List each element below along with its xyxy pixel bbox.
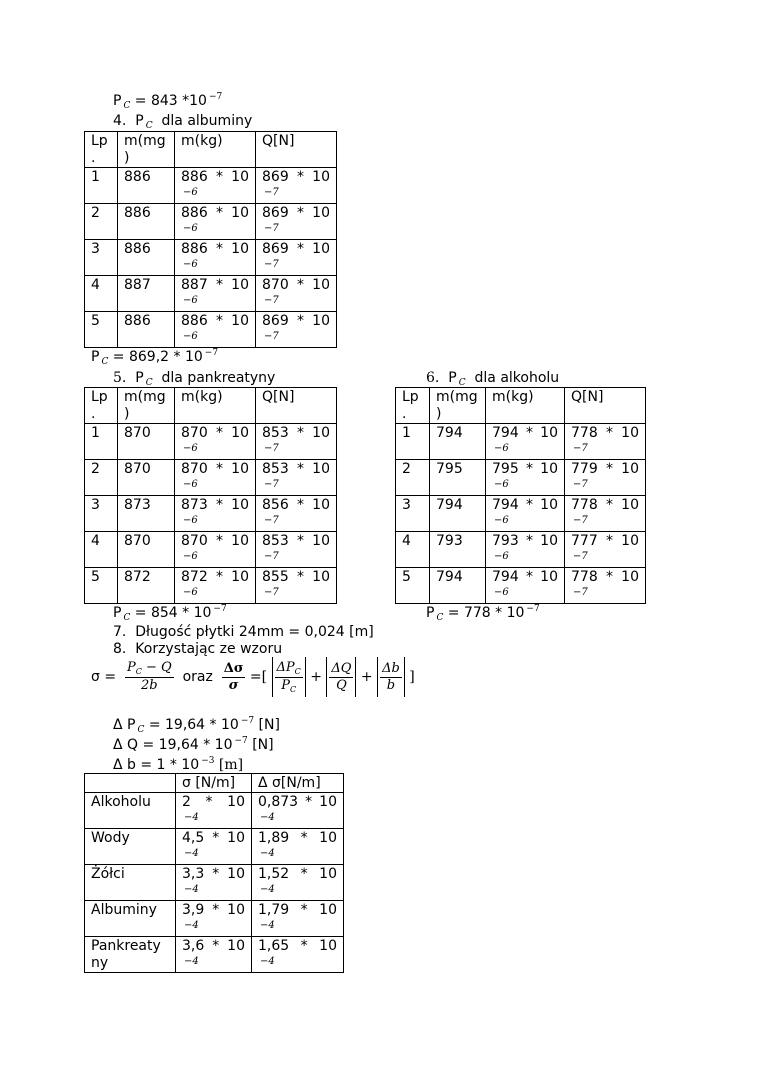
results-table: [84, 773, 344, 973]
section-albumin-heading: 4. P $_C$ dla albuminy: [113, 113, 253, 131]
cell-kg: 886 * 10 −6: [175, 168, 256, 204]
results-header-row: [85, 774, 344, 793]
cell-substance: Albuminy: [85, 901, 176, 937]
table-row: [85, 460, 337, 496]
cell-substance: Żółci: [85, 865, 176, 901]
alcohol-table-body: [396, 388, 646, 604]
cell-substance: Wody: [85, 829, 176, 865]
table-row: [85, 240, 337, 276]
cell-q: 778 * 10 −7: [565, 496, 646, 532]
cell-sigma: 4,5 * 10 −4: [176, 829, 252, 865]
cell-sigma: 3,6 * 10 −4: [176, 937, 252, 973]
cell-mg: 794: [430, 424, 486, 460]
table-row: [85, 532, 337, 568]
cell-lp: 3: [85, 240, 118, 276]
pancreatin-result: P $_C$ = 854 * 10 $^{-7}$: [113, 604, 227, 623]
cell-lp: 3: [396, 496, 430, 532]
col-kg: m(kg): [175, 132, 256, 168]
cell-lp: 4: [85, 532, 118, 568]
col-kg: m(kg): [175, 388, 256, 424]
col-lp: Lp .: [85, 132, 118, 168]
cell-kg: 870 * 10 −6: [175, 460, 256, 496]
cell-mg: 886: [118, 240, 175, 276]
delta-line: Δ Q = 19,64 * 10 $^{-7}$ [N]: [113, 736, 274, 753]
alcohol-table: [395, 387, 646, 604]
cell-kg: 794 * 10 −6: [486, 496, 565, 532]
cell-dsigma: 1,65 * 10 −4: [252, 937, 344, 973]
col-lp: Lp .: [85, 388, 118, 424]
cell-q: 869 * 10 −7: [256, 312, 337, 348]
results-row: [85, 829, 344, 865]
cell-kg: 887 * 10 −6: [175, 276, 256, 312]
cell-lp: 5: [85, 312, 118, 348]
cell-kg: 886 * 10 −6: [175, 204, 256, 240]
table-row: [85, 568, 337, 604]
formula: σ = $\frac{P_C - Q}{2b}$ oraz $\frac{\Delta\sigma}{\sigma}$ =[ $\frac{\Delta P_C}{P_C}$ + $\frac{\Delta Q}{Q}$ + $\frac{\Delta b}{b}$ ]: [91, 657, 415, 699]
cell-q: 869 * 10 −7: [256, 204, 337, 240]
item-7: 7. Długość płytki 24mm = 0,024 [m]: [113, 624, 374, 640]
table-row: [85, 312, 337, 348]
cell-kg: 872 * 10 −6: [175, 568, 256, 604]
table-row: [396, 532, 646, 568]
table-row: [85, 424, 337, 460]
table-row: [85, 204, 337, 240]
results-row: [85, 901, 344, 937]
col-dsigma: Δ σ[N/m]: [252, 774, 344, 793]
cell-q: 853 * 10 −7: [256, 532, 337, 568]
cell-sigma: 3,3 * 10 −4: [176, 865, 252, 901]
alcohol-result: P $_C$ = 778 * 10 $^{-7}$: [426, 604, 540, 623]
cell-mg: 870: [118, 460, 175, 496]
pancreatin-table: [84, 387, 337, 604]
cell-mg: 887: [118, 276, 175, 312]
cell-dsigma: 1,79 * 10 −4: [252, 901, 344, 937]
delta-line: Δ P $_C$ = 19,64 * 10 $^{-7}$ [N]: [113, 716, 280, 735]
table-row: [85, 496, 337, 532]
cell-mg: 872: [118, 568, 175, 604]
cell-sigma: 3,9 * 10 −4: [176, 901, 252, 937]
cell-lp: 1: [85, 168, 118, 204]
col-mg: m(mg ): [118, 132, 175, 168]
cell-mg: 886: [118, 168, 175, 204]
cell-kg: 886 * 10 −6: [175, 240, 256, 276]
cell-dsigma: 1,52 * 10 −4: [252, 865, 344, 901]
cell-mg: 886: [118, 204, 175, 240]
col-lp: Lp .: [396, 388, 430, 424]
cell-q: 778 * 10 −7: [565, 424, 646, 460]
cell-mg: 793: [430, 532, 486, 568]
results-row: [85, 937, 344, 973]
cell-q: 869 * 10 −7: [256, 240, 337, 276]
cell-lp: 4: [396, 532, 430, 568]
section-pancreatin-heading: 5. P $_C$ dla pankreatyny: [113, 370, 276, 388]
table-header-row: [85, 388, 337, 424]
col-mg: m(mg ): [118, 388, 175, 424]
sigma-fraction: $\frac{P_C - Q}{2b}$: [126, 660, 172, 693]
dsigma-fraction: $\frac{\Delta\sigma}{\sigma}$: [223, 660, 244, 693]
table-header-row: [396, 388, 646, 424]
table-row: [396, 496, 646, 532]
cell-lp: 2: [85, 460, 118, 496]
albumin-table-body: [85, 132, 337, 348]
cell-kg: 870 * 10 −6: [175, 424, 256, 460]
cell-q: 869 * 10 −7: [256, 168, 337, 204]
cell-mg: 873: [118, 496, 175, 532]
table-row: [396, 568, 646, 604]
results-row: [85, 865, 344, 901]
col-q: Q[N]: [256, 388, 337, 424]
col-mg: m(mg ): [430, 388, 486, 424]
col-sigma: σ [N/m]: [176, 774, 252, 793]
cell-lp: 5: [85, 568, 118, 604]
item-8: 8. Korzystając ze wzoru: [113, 641, 283, 657]
cell-q: 778 * 10 −7: [565, 568, 646, 604]
cell-kg: 873 * 10 −6: [175, 496, 256, 532]
cell-q: 779 * 10 −7: [565, 460, 646, 496]
pancreatin-table-body: [85, 388, 337, 604]
cell-q: 870 * 10 −7: [256, 276, 337, 312]
cell-q: 777 * 10 −7: [565, 532, 646, 568]
cell-mg: 794: [430, 496, 486, 532]
col-q: Q[N]: [565, 388, 646, 424]
cell-kg: 870 * 10 −6: [175, 532, 256, 568]
albumin-result: P $_C$ = 869,2 * 10 $^{-7}$: [91, 348, 219, 367]
cell-mg: 886: [118, 312, 175, 348]
cell-lp: 2: [396, 460, 430, 496]
albumin-table: [84, 131, 337, 348]
section-alcohol-heading: 6. P $_C$ dla alkoholu: [426, 370, 560, 388]
cell-kg: 886 * 10 −6: [175, 312, 256, 348]
results-table-body: [85, 774, 344, 973]
cell-lp: 2: [85, 204, 118, 240]
col-q: Q[N]: [256, 132, 337, 168]
cell-substance: Alkoholu: [85, 793, 176, 829]
results-row: [85, 793, 344, 829]
cell-lp: 3: [85, 496, 118, 532]
delta-line: Δ b = 1 * 10 $^{-3}$ [m]: [113, 756, 244, 773]
pc-previous-result: P $_C$ = 843 *10 $^{-7}$: [113, 92, 223, 111]
cell-mg: 870: [118, 424, 175, 460]
cell-dsigma: 1,89 * 10 −4: [252, 829, 344, 865]
cell-q: 853 * 10 −7: [256, 424, 337, 460]
cell-lp: 1: [85, 424, 118, 460]
col-kg: m(kg): [486, 388, 565, 424]
cell-q: 853 * 10 −7: [256, 460, 337, 496]
cell-kg: 793 * 10 −6: [486, 532, 565, 568]
cell-mg: 794: [430, 568, 486, 604]
cell-kg: 795 * 10 −6: [486, 460, 565, 496]
cell-kg: 794 * 10 −6: [486, 424, 565, 460]
cell-lp: 5: [396, 568, 430, 604]
cell-dsigma: 0,873 * 10 −4: [252, 793, 344, 829]
table-row: [396, 460, 646, 496]
cell-kg: 794 * 10 −6: [486, 568, 565, 604]
cell-lp: 4: [85, 276, 118, 312]
cell-sigma: 2 * 10 −4: [176, 793, 252, 829]
cell-lp: 1: [396, 424, 430, 460]
cell-mg: 795: [430, 460, 486, 496]
table-row: [396, 424, 646, 460]
cell-mg: 870: [118, 532, 175, 568]
table-header-row: [85, 132, 337, 168]
cell-q: 856 * 10 −7: [256, 496, 337, 532]
table-row: [85, 168, 337, 204]
table-row: [85, 276, 337, 312]
cell-substance: Pankreaty ny: [85, 937, 176, 973]
cell-q: 855 * 10 −7: [256, 568, 337, 604]
